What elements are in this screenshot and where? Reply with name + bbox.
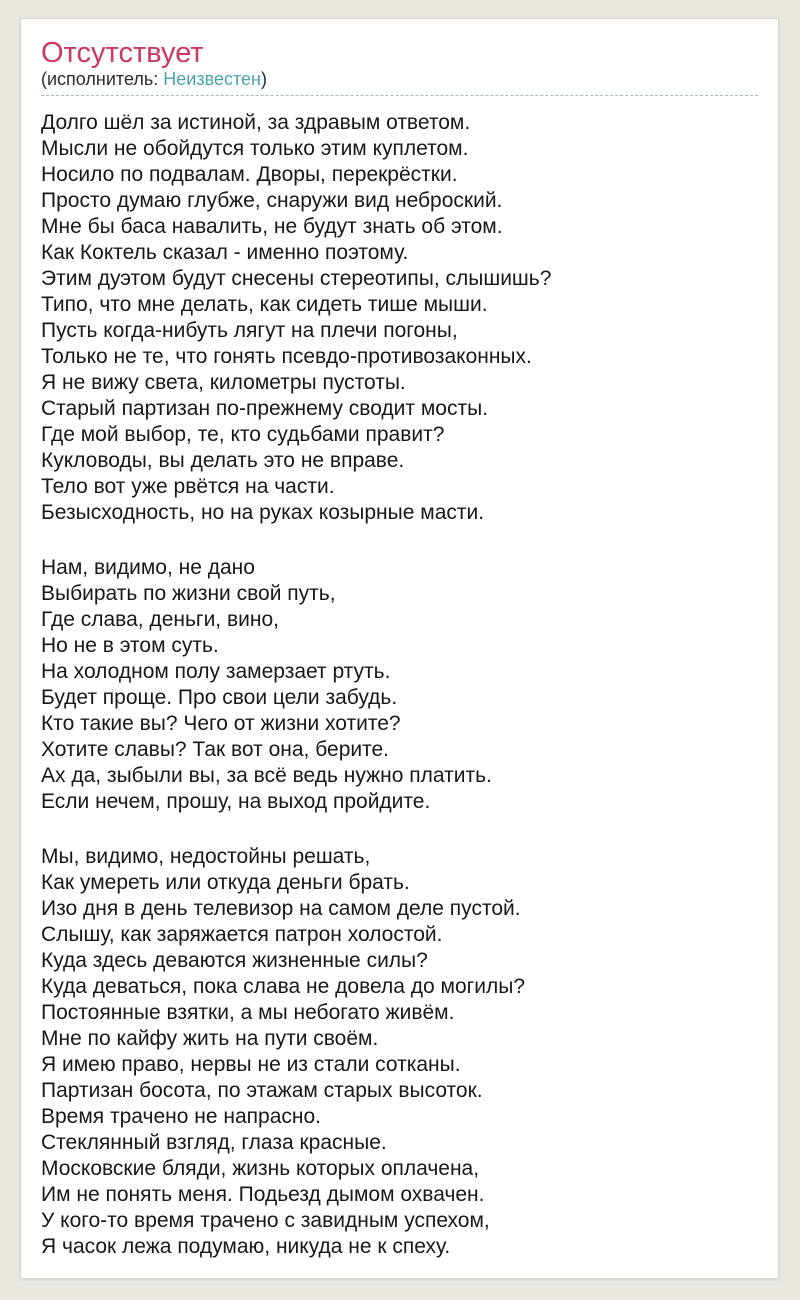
lyric-line: Слышу, как заряжается патрон холостой.: [41, 923, 443, 946]
lyric-line: Мы, видимо, недостойны решать,: [41, 845, 371, 868]
lyric-line: Типо, что мне делать, как сидеть тише мыши.: [41, 293, 488, 316]
lyric-line: Куда здесь деваются жизненные силы?: [41, 949, 428, 972]
lyric-line: Им не понять меня. Подьезд дымом охвачен.: [41, 1183, 485, 1206]
lyric-line: Я имею право, нервы не из стали сотканы.: [41, 1053, 461, 1076]
lyric-line: Куда деваться, пока слава не довела до могилы?: [41, 975, 526, 998]
lyric-line: Как умереть или откуда деньги брать.: [41, 871, 410, 894]
lyrics: [41, 110, 758, 1260]
lyric-line: На холодном полу замерзает ртуть.: [41, 660, 391, 683]
lyric-line: Стеклянный взгляд, глаза красные.: [41, 1131, 387, 1154]
lyric-line: Мысли не обойдутся только этим куплетом.: [41, 137, 469, 160]
lyric-line: Как Коктель сказал - именно поэтому.: [41, 241, 409, 264]
lyric-line: Я часок лежа подумаю, никуда не к спеху.: [41, 1235, 451, 1258]
artist-link[interactable]: Неизвестен: [163, 69, 261, 89]
lyric-line: Партизан босота, по этажам старых высоток.: [41, 1079, 483, 1102]
lyric-line: Только не те, что гонять псевдо-противозаконных.: [41, 345, 532, 368]
lyric-line: Долго шёл за истиной, за здравым ответом.: [41, 111, 471, 134]
song-header: [41, 38, 758, 96]
lyric-line: Я не вижу света, километры пустоты.: [41, 371, 406, 394]
lyric-line: Просто думаю глубже, снаружи вид неброский.: [41, 189, 503, 212]
lyric-line: Этим дуэтом будут снесены стереотипы, слышишь?: [41, 267, 552, 290]
lyric-line: Будет проще. Про свои цели забудь.: [41, 686, 398, 709]
artist-line: [41, 68, 758, 90]
lyric-line: Нам, видимо, не дано: [41, 556, 255, 579]
lyric-line: Время трачено не напрасно.: [41, 1105, 321, 1128]
lyric-line: Мне по кайфу жить на пути своём.: [41, 1027, 379, 1050]
stanza-gap: [41, 815, 758, 844]
lyric-line: Носило по подвалам. Дворы, перекрёстки.: [41, 163, 458, 186]
lyric-line: Изо дня в день телевизор на самом деле пустой.: [41, 897, 521, 920]
lyric-line: Хотите славы? Так вот она, берите.: [41, 738, 390, 761]
artist-label: (исполнитель:: [41, 69, 159, 89]
lyric-line: Где слава, деньги, вино,: [41, 608, 279, 631]
lyric-line: Но не в этом суть.: [41, 634, 219, 657]
lyric-line: Кто такие вы? Чего от жизни хотите?: [41, 712, 401, 735]
lyric-line: Где мой выбор, те, кто судьбами правит?: [41, 423, 445, 446]
lyrics-card: [20, 18, 779, 1279]
lyric-line: Выбирать по жизни свой путь,: [41, 582, 336, 605]
lyric-line: Постоянные взятки, а мы небогато живём.: [41, 1001, 455, 1024]
lyric-line: Мне бы баса навалить, не будут знать об этом.: [41, 215, 503, 238]
stanza-gap: [41, 526, 758, 555]
lyric-line: Тело вот уже рвётся на части.: [41, 475, 335, 498]
lyric-line: Московские бляди, жизнь которых оплачена,: [41, 1157, 480, 1180]
song-title: Отсутствует: [41, 37, 204, 69]
lyric-line: Старый партизан по-прежнему сводит мосты.: [41, 397, 489, 420]
lyric-line: Безысходность, но на руках козырные масти.: [41, 501, 485, 524]
artist-suffix: ): [260, 69, 267, 89]
lyric-line: Ах да, зыбыли вы, за всё ведь нужно платить.: [41, 764, 492, 787]
lyric-line: У кого-то время трачено с завидным успехом,: [41, 1209, 490, 1232]
lyric-line: Кукловоды, вы делать это не вправе.: [41, 449, 405, 472]
lyric-line: Пусть когда-нибуть лягут на плечи погоны,: [41, 319, 458, 342]
lyric-line: Если нечем, прошу, на выход пройдите.: [41, 790, 431, 813]
